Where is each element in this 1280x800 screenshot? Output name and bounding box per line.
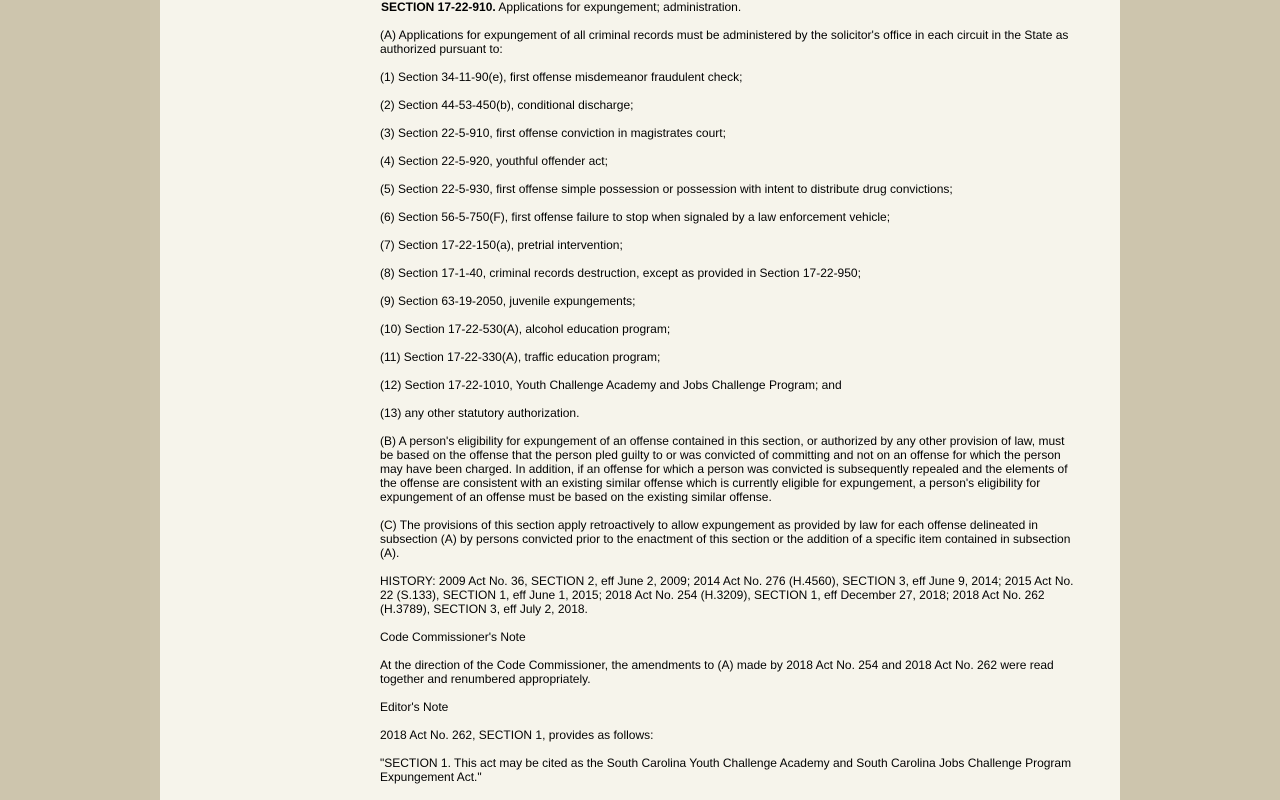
paragraph-b: (B) A person's eligibility for expungement of an offense contained in this section, or authorized by any other provision of law, must be based on the offense that the person pled guilty to or was convicted of committing and not on an offense for which the person may have been charged. In addition, if an offense for which a person was convicted is subsequently repealed and the elements of the offense are consistent with an existing similar offense which is currently eligible for expungement, a person's eligibility for expungement of an offense must be based on the existing similar offense. (380, 434, 1068, 504)
list-item: (3) Section 22-5-910, first offense conviction in magistrates court; (380, 126, 726, 140)
history-paragraph: HISTORY: 2009 Act No. 36, SECTION 2, eff June 2, 2009; 2014 Act No. 276 (H.4560), SECTION 3, eff June 9, 2014; 2015 Act No. 22 (S.133), SECTION 1, eff June 1, 2015; 2018 Act No. 254 (H.3209), SECTION 1, eff December 27, 2018; 2018 Act No. 262 (H.3789), SECTION 3, eff July 2, 2018. (380, 574, 1074, 616)
list-item: (10) Section 17-22-530(A), alcohol education program; (380, 322, 671, 336)
list-item: (13) any other statutory authorization. (380, 406, 580, 420)
section-heading (381, 0, 1080, 14)
editor-note-quote: "SECTION 1. This act may be cited as the South Carolina Youth Challenge Academy and South Carolina Jobs Challenge Program Expungement Act." (380, 756, 1072, 784)
list-item: (5) Section 22-5-930, first offense simple possession or possession with intent to distribute drug convictions; (380, 182, 953, 196)
list-item: (11) Section 17-22-330(A), traffic education program; (380, 350, 661, 364)
editor-note-intro: 2018 Act No. 262, SECTION 1, provides as follows: (380, 728, 654, 742)
list-item: (9) Section 63-19-2050, juvenile expungements; (380, 294, 636, 308)
section-number: SECTION 17-22-910. (381, 0, 496, 14)
list-item: (1) Section 34-11-90(e), first offense misdemeanor fraudulent check; (380, 70, 743, 84)
paragraph-c: (C) The provisions of this section apply retroactively to allow expungement as provided by law for each offense delineated in subsection (A) by persons convicted prior to the enactment of this section or the addition of a specific item contained in subsection (A). (380, 518, 1071, 560)
document-body (380, 0, 1080, 798)
list-item: (8) Section 17-1-40, criminal records destruction, except as provided in Section 17-22-950; (380, 266, 861, 280)
list-item: (4) Section 22-5-920, youthful offender act; (380, 154, 608, 168)
list-item: (2) Section 44-53-450(b), conditional discharge; (380, 98, 634, 112)
code-note-text: At the direction of the Code Commissioner, the amendments to (A) made by 2018 Act No. 254 and 2018 Act No. 262 were read together and renumbered appropriately. (380, 658, 1054, 686)
section-title: Applications for expungement; administration. (498, 0, 742, 14)
code-note-heading: Code Commissioner's Note (380, 630, 526, 644)
paragraph-a: (A) Applications for expungement of all criminal records must be administered by the solicitor's office in each circuit in the State as authorized pursuant to: (380, 28, 1069, 56)
list-item: (7) Section 17-22-150(a), pretrial intervention; (380, 238, 623, 252)
page-background (160, 0, 1120, 800)
list-item: (6) Section 56-5-750(F), first offense failure to stop when signaled by a law enforcement vehicle; (380, 210, 891, 224)
list-item: (12) Section 17-22-1010, Youth Challenge Academy and Jobs Challenge Program; and (380, 378, 842, 392)
editor-note-heading: Editor's Note (380, 700, 449, 714)
